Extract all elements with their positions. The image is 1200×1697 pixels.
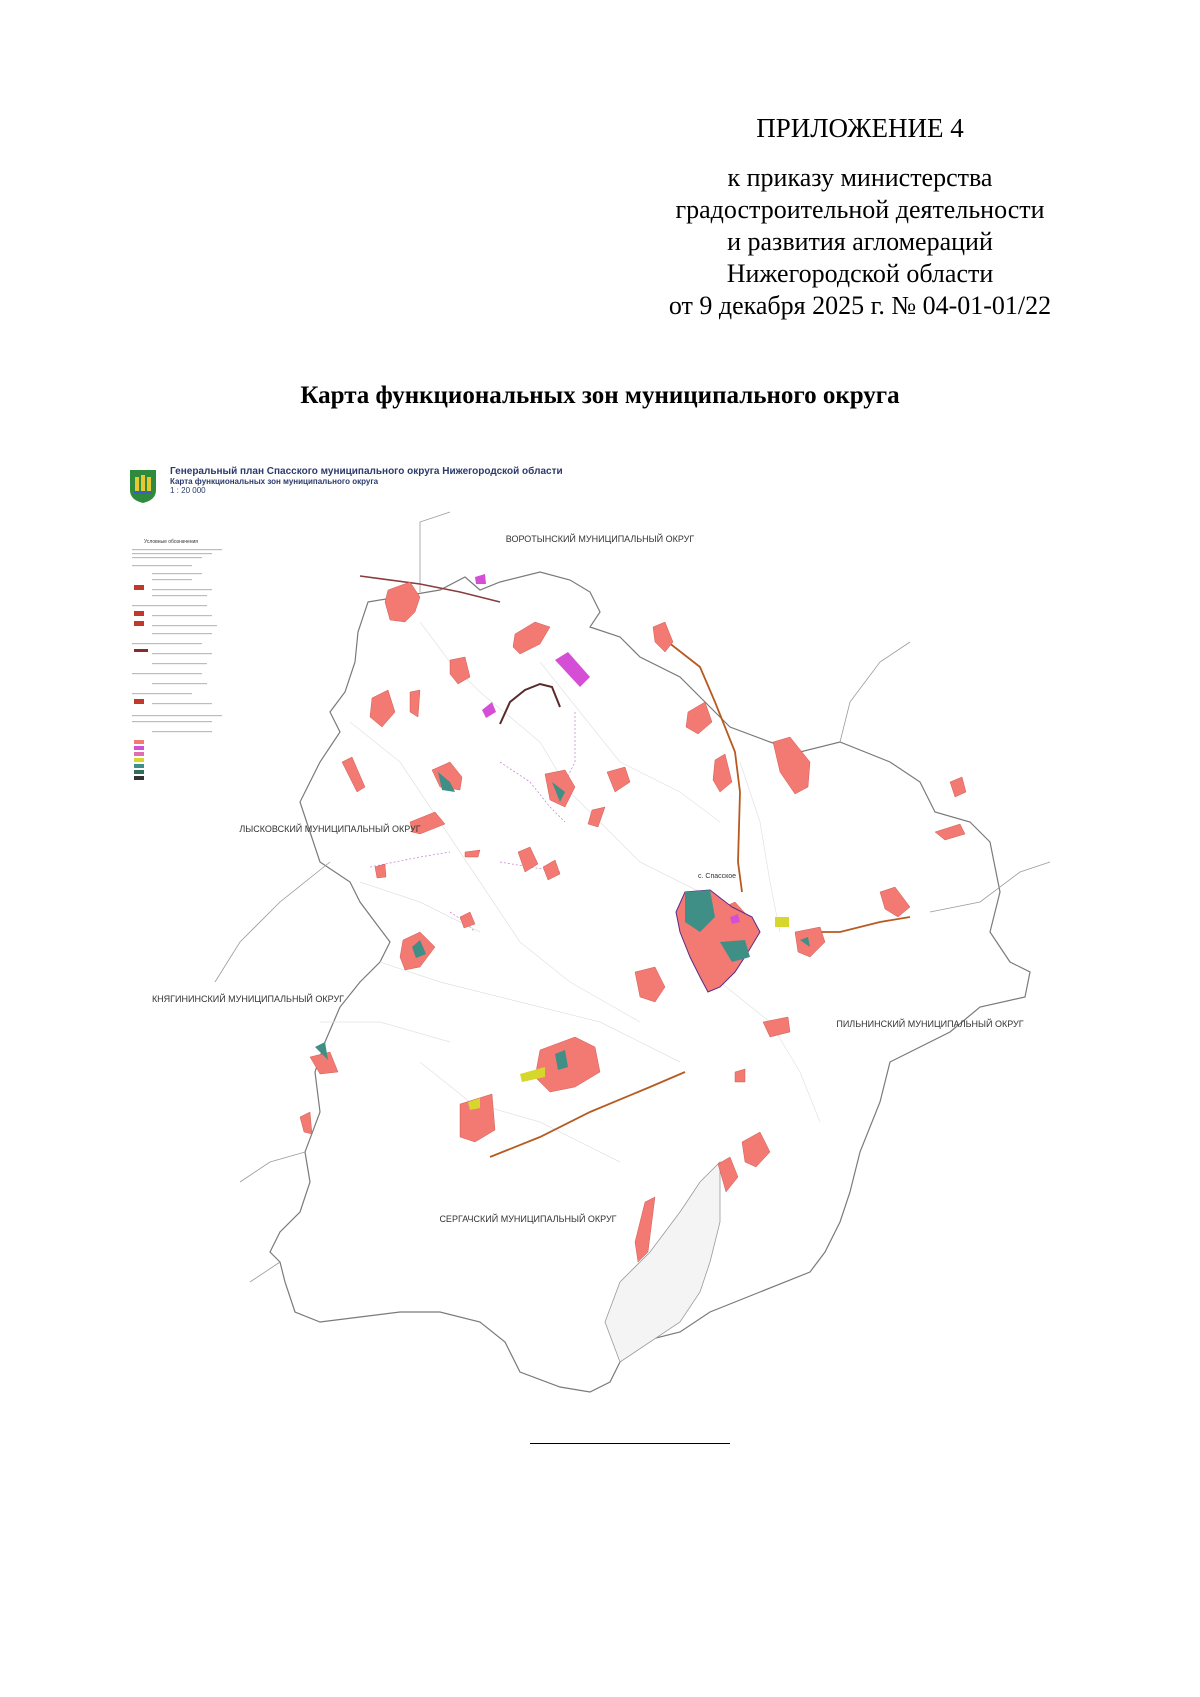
map-scale: 1 : 20 000: [170, 486, 206, 495]
map-title: Карта функциональных зон муниципального округа: [300, 382, 900, 409]
center-settlement-label: с. Спасское: [698, 873, 737, 880]
district-label-lyskovsky: ЛЫСКОВСКИЙ МУНИЦИПАЛЬНЫЙ ОКРУГ: [239, 824, 421, 834]
settlement-zone: [653, 622, 673, 652]
order-reference-line: к приказу министерства: [727, 163, 993, 192]
functional-zones-map: [120, 462, 1120, 1422]
settlement-zone: [410, 690, 420, 717]
document-header: [630, 112, 1090, 322]
map-canvas: [120, 462, 1120, 1422]
order-reference-line: градостроительной деятельности: [675, 195, 1045, 224]
order-reference-line: и развития агломераций: [727, 227, 993, 256]
order-reference-line: от 9 декабря 2025 г. № 04-01-01/22: [668, 291, 1052, 320]
appendix-label: ПРИЛОЖЕНИЕ 4: [756, 113, 964, 143]
sheet-title: Карта функциональных зон муниципального округа: [170, 477, 379, 486]
district-label-pilninsky: ПИЛЬНИНСКИЙ МУНИЦИПАЛЬНЫЙ ОКРУГ: [836, 1019, 1024, 1029]
district-label-knyagininsky: КНЯГИНИНСКИЙ МУНИЦИПАЛЬНЫЙ ОКРУГ: [151, 994, 345, 1004]
settlement-zone: [300, 1112, 312, 1134]
order-reference-line: Нижегородской области: [726, 259, 994, 288]
plan-title: Генеральный план Спасского муниципального округа Нижегородской области: [170, 466, 563, 477]
settlement-zone: [950, 777, 966, 797]
district-label-sergachsky: СЕРГАЧСКИЙ МУНИЦИПАЛЬНЫЙ ОКРУГ: [439, 1214, 617, 1224]
legend-heading: Условные обозначения: [144, 539, 199, 545]
footer-divider: [530, 1443, 730, 1444]
district-label-vorotynsky: ВОРОТЫНСКИЙ МУНИЦИПАЛЬНЫЙ ОКРУГ: [505, 534, 695, 544]
